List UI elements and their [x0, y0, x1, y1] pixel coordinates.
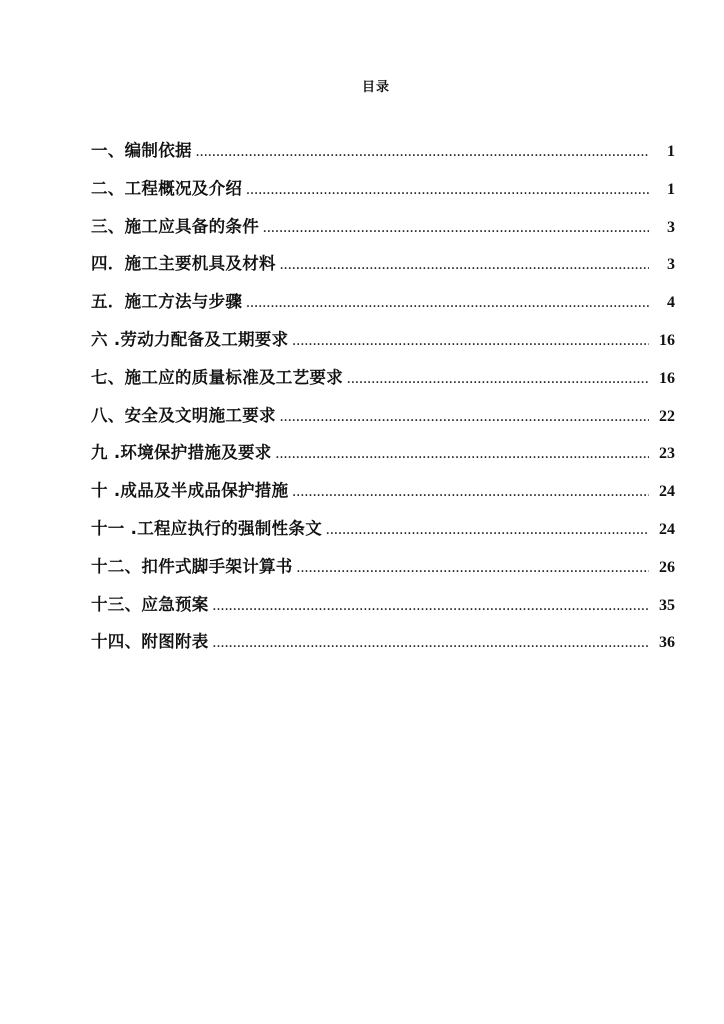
toc-entry[interactable] — [91, 623, 677, 661]
toc-entry-label: 十四、附图附表 — [91, 632, 209, 652]
toc-dot-leader — [292, 475, 649, 513]
toc-entry[interactable] — [91, 586, 677, 624]
toc-entry-label: 八、安全及文明施工要求 — [91, 405, 276, 425]
toc-dot-leader — [213, 626, 649, 664]
toc-entry[interactable] — [91, 397, 677, 435]
toc-entry-label: 三、施工应具备的条件 — [91, 216, 259, 236]
toc-page-number: 24 — [659, 483, 675, 501]
table-of-contents — [91, 132, 677, 661]
toc-page-number: 1 — [667, 143, 675, 160]
toc-dot-leader — [280, 248, 649, 286]
toc-dot-leader — [246, 173, 649, 211]
toc-entry[interactable] — [91, 283, 677, 321]
toc-entry-label: 九 .环境保护措施及要求 — [91, 443, 272, 463]
toc-entry[interactable] — [91, 359, 677, 397]
toc-entry-label: 七、施工应的质量标准及工艺要求 — [91, 367, 343, 387]
toc-dot-leader — [326, 513, 649, 551]
toc-entry-label: 二、工程概况及介绍 — [91, 178, 243, 198]
toc-entry[interactable] — [91, 170, 677, 208]
toc-page-number: 3 — [667, 218, 675, 236]
toc-entry[interactable] — [91, 321, 677, 359]
toc-entry-label: 四．施工主要机具及材料 — [91, 254, 276, 274]
toc-entry[interactable] — [91, 510, 677, 548]
toc-page-number: 23 — [659, 445, 675, 463]
toc-dot-leader — [246, 286, 649, 324]
toc-page-number: 24 — [659, 520, 675, 538]
toc-entry-label: 五．施工方法与步骤 — [91, 292, 243, 312]
toc-page-number: 16 — [659, 331, 675, 349]
toc-entry[interactable] — [91, 208, 677, 246]
toc-entry-label: 十 .成品及半成品保护措施 — [91, 481, 289, 501]
toc-page-number: 16 — [659, 369, 675, 387]
toc-entry[interactable] — [91, 472, 677, 510]
toc-entry-label: 十三、应急预案 — [91, 594, 209, 614]
toc-entry-label: 六 .劳动力配备及工期要求 — [91, 329, 289, 349]
toc-entry[interactable] — [91, 132, 677, 170]
toc-dot-leader — [292, 324, 649, 362]
toc-entry-label: 十二、扣件式脚手架计算书 — [91, 556, 293, 576]
toc-page-number: 26 — [659, 558, 675, 576]
toc-entry[interactable] — [91, 245, 677, 283]
toc-entry-label: 一、编制依据 — [91, 141, 192, 160]
toc-page-number: 35 — [659, 596, 675, 614]
toc-page-number: 22 — [659, 407, 675, 425]
toc-title: 目录 — [361, 80, 390, 95]
toc-dot-leader — [213, 589, 649, 627]
toc-entry[interactable] — [91, 434, 677, 472]
toc-page-number: 4 — [667, 294, 675, 312]
toc-dot-leader — [280, 400, 649, 438]
toc-dot-leader — [263, 211, 649, 249]
toc-page-number: 36 — [659, 634, 675, 652]
toc-page-number: 3 — [667, 256, 675, 274]
toc-dot-leader — [196, 135, 649, 173]
toc-dot-leader — [297, 551, 649, 589]
toc-page-number: 1 — [667, 180, 675, 198]
toc-entry[interactable] — [91, 548, 677, 586]
toc-dot-leader — [347, 362, 649, 400]
toc-dot-leader — [276, 437, 649, 475]
toc-entry-label: 十一 .工程应执行的强制性条文 — [91, 518, 323, 538]
